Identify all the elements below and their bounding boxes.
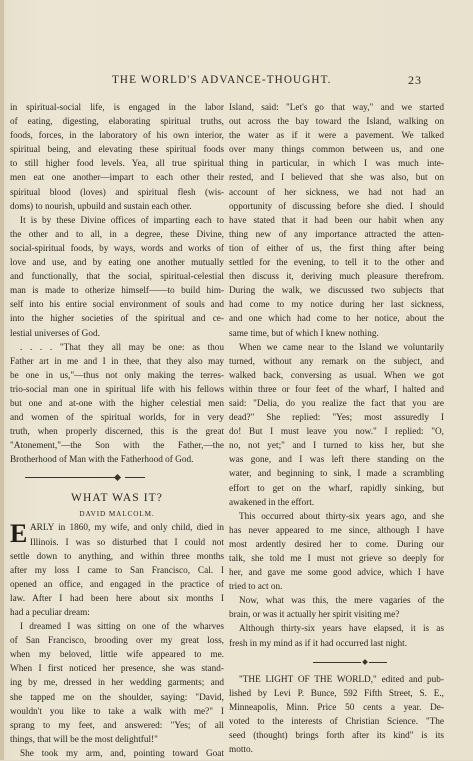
text-line: same time, but of which I knew nothing. bbox=[229, 328, 379, 339]
text-line: Illinois. I was so disturbed that I could not bbox=[30, 537, 224, 548]
text-line: opened an office, and engaged in the practice of bbox=[10, 579, 224, 590]
article-author: DAVID MALCOLM. bbox=[79, 510, 155, 519]
text-line: seed (thought) brings forth after its kind" is its bbox=[229, 731, 444, 742]
text-line: be one in us,"—thus not only making the terres- bbox=[10, 370, 224, 381]
text-line: truth, when properly discerned, this is the great bbox=[10, 427, 224, 438]
text-line: rested, and I believed that she was also, but on bbox=[229, 173, 444, 184]
text-line: had a peculiar dream: bbox=[10, 608, 90, 618]
text-line: voted to the interests of Christian Science. "The bbox=[229, 716, 444, 727]
text-line: then discuss it, deriving much pleasure therefrom. bbox=[229, 272, 444, 283]
text-line: fresh in my mind as if it had occurred last night. bbox=[229, 638, 408, 649]
left-paragraph-6 bbox=[10, 747, 224, 761]
left-paragraph-4 bbox=[10, 521, 224, 620]
text-line: spiritual being, and elevating these spiritual foods bbox=[10, 145, 224, 156]
divider-rule bbox=[313, 662, 361, 663]
text-line: things, that will be the most delightful!" bbox=[10, 734, 158, 745]
text-line: "THE LIGHT OF THE WORLD," edited and pub- bbox=[239, 674, 444, 685]
running-head bbox=[0, 74, 473, 88]
text-line: account of her sickness, we had not had an bbox=[229, 187, 444, 198]
text-line: water, and beginning to sink, I made a scrambling bbox=[229, 469, 444, 480]
text-line: trio-social man one in spiritual life with his fellows bbox=[10, 384, 224, 395]
text-line: within three or four feet of the wharf, I halted and bbox=[229, 384, 444, 395]
right-column bbox=[229, 101, 444, 757]
text-line: Father art in me and I in thee, that they also may bbox=[10, 356, 224, 367]
text-line: had come to my notice during her last sickness, bbox=[229, 300, 444, 311]
right-paragraph-4 bbox=[229, 594, 444, 622]
text-line: but one and at-one with the higher celestial men bbox=[10, 398, 224, 409]
text-line: I dreamed I was sitting on one of the wharves bbox=[20, 622, 224, 633]
text-line: into the higher societies of the spiritual and ce- bbox=[10, 314, 224, 325]
text-line: thing in particular, in which I was much inte- bbox=[229, 159, 444, 170]
text-line: talk, she told me I must not grieve so deeply for bbox=[229, 554, 444, 564]
right-paragraph-5 bbox=[229, 622, 444, 650]
text-line: have stated that it had been our habit when any bbox=[229, 215, 444, 226]
text-line: Although thirty-six years have elapsed, it is as bbox=[239, 624, 444, 635]
text-line: tried to act on. bbox=[229, 582, 283, 593]
left-paragraph-1 bbox=[10, 101, 224, 214]
text-line: lestial universes of God. bbox=[10, 328, 100, 339]
text-line: During the walk, we discussed two subjects that bbox=[229, 286, 444, 297]
text-line: do! But I must leave you now." I replied: "O, bbox=[229, 427, 444, 438]
text-line: sprang to my feet, and answered: "Yes; of all bbox=[10, 720, 224, 731]
text-line: most ardently desired her to come. During our bbox=[229, 539, 444, 550]
text-line: man is made to otherize himself——to build him- bbox=[10, 286, 224, 297]
text-line: and women of the spiritual worlds, for in very bbox=[10, 413, 224, 424]
divider-rule bbox=[25, 477, 115, 478]
text-line: tion of either of us, the first thing after being bbox=[229, 243, 444, 254]
right-paragraph-2 bbox=[229, 341, 444, 510]
text-line: She took my arm, and, pointing toward Goat bbox=[20, 748, 224, 759]
text-line: to still higher food levels. Yea, all true spiritual bbox=[10, 159, 224, 170]
text-line: . . . . "That they all may be one: as thou bbox=[20, 342, 224, 353]
text-line: over many things common between us, and one bbox=[229, 145, 444, 156]
text-line: in spiritual-social life, is engaged in the labor bbox=[10, 103, 224, 113]
text-line: thing new of any importance attracted the atten- bbox=[229, 229, 444, 240]
text-line: of eating, digesting, elaborating spiritual truths, bbox=[10, 117, 224, 128]
right-paragraph-3 bbox=[229, 510, 444, 595]
text-line: brain, or was it actually her spirit visiting me? bbox=[229, 610, 400, 621]
text-line: the other and to all, in a degree, these Divine, bbox=[10, 229, 224, 240]
text-line: opportunity of discussing before she died. I should bbox=[229, 201, 444, 212]
divider-ornament bbox=[114, 474, 121, 481]
text-line: effort to get on the wharf, rapidly sinking, but bbox=[229, 483, 444, 494]
left-column bbox=[10, 101, 224, 761]
text-line: walked back, conversing as usual. When we got bbox=[229, 370, 444, 381]
right-paragraph-1 bbox=[229, 101, 444, 341]
text-line: wouldn't you like to take a walk with me?" I bbox=[10, 706, 224, 717]
text-line: has never appeared to me since, although I have bbox=[229, 525, 444, 536]
left-paragraph-5 bbox=[10, 620, 224, 747]
section-divider bbox=[10, 467, 224, 489]
text-line: social-spiritual foods, by ways, words and works of bbox=[10, 243, 224, 254]
text-line: awakened in the effort. bbox=[229, 497, 315, 508]
article-title: WHAT WAS IT? bbox=[71, 492, 163, 505]
text-line: foods, forces, in the laboratory of his own interior, bbox=[10, 131, 224, 142]
text-line: spiritual blood (loves) and spiritual flesh (wis- bbox=[10, 187, 224, 198]
text-line: When I first noticed her presence, she was stand- bbox=[10, 664, 224, 675]
text-line: out across the bay toward the Island, walking on bbox=[229, 117, 444, 128]
page-spine-shadow bbox=[0, 0, 4, 760]
section-divider bbox=[229, 651, 444, 673]
text-line: settled for the evening, to tell it to the other and bbox=[229, 258, 444, 269]
divider-rule bbox=[369, 662, 387, 663]
text-line: after my loss I came to San Francisco, Cal. I bbox=[10, 565, 224, 576]
text-line: she tapped me on the shoulder, saying: "David, bbox=[10, 692, 224, 703]
text-line: self into his entire social environment of souls and bbox=[10, 300, 224, 311]
text-line: Brotherhood of Man with the Fatherhood of God. bbox=[10, 455, 194, 466]
text-line-body: ARLY in 1860, my wife, and only child, died in bbox=[30, 523, 224, 534]
text-line: men eat one another—impart to each other their bbox=[10, 173, 224, 184]
text-line: when my beloved, little wife appeared to me. bbox=[10, 650, 224, 661]
divider-ornament bbox=[362, 659, 368, 665]
text-line: Minneapolis, Minn. Price 50 cents a year. De- bbox=[229, 702, 444, 713]
text-line: "Atonement,"—the Son with the Father,—the bbox=[10, 441, 224, 452]
left-paragraph-2 bbox=[10, 214, 224, 341]
text-line: ing by me, dressed in her wedding garments; and bbox=[10, 678, 224, 689]
text-line: settle down to anything, and within three months bbox=[10, 551, 224, 562]
text-line: the water as if it were a pavement. We talked bbox=[229, 131, 444, 142]
running-head-title: THE WORLD'S ADVANCE-THOUGHT. bbox=[112, 74, 332, 86]
text-line: no, not yet;" and I turned to kiss her, but she bbox=[229, 441, 444, 452]
text-line: This occurred about thirty-six years ago, and she bbox=[239, 511, 444, 522]
text-line: love and use, and by eating one another mutually bbox=[10, 258, 224, 269]
drop-cap: E bbox=[10, 519, 28, 549]
text-line: was gone, and I was left there standing on the bbox=[229, 455, 444, 466]
text-line: and functionally, that the social, spiritual-celestial bbox=[10, 272, 224, 283]
text-line: Now, what was this, the mere vagaries of the bbox=[239, 596, 444, 607]
text-line: It is by these Divine offices of imparting each to bbox=[20, 215, 224, 226]
text-line: turned, without any remark on the subject, and bbox=[229, 356, 444, 367]
text-line: her, and gave me some good advice, which I have bbox=[229, 568, 444, 579]
text-line: When we came near to the Island we voluntarily bbox=[239, 342, 444, 353]
text-line: of San Francisco, brooding over my great loss, bbox=[10, 636, 224, 647]
text-line: doms) to nourish, upbuild and sustain each other. bbox=[10, 201, 192, 212]
text-line: law. After I had been here about six months I bbox=[10, 593, 224, 604]
text-line: said: "Delia, do you realize the fact that you are bbox=[229, 398, 444, 409]
divider-rule bbox=[125, 477, 145, 478]
text-line: motto. bbox=[229, 745, 253, 756]
text-line: Island, said: "Let's go that way," and we started bbox=[229, 103, 444, 113]
left-paragraph-3 bbox=[10, 341, 224, 468]
right-paragraph-6 bbox=[229, 673, 444, 758]
page-number: 23 bbox=[408, 73, 422, 87]
text-line: and one which had come to her notice, about the bbox=[229, 314, 444, 325]
text-line: lished by Levi P. Bunce, 592 Fifth Street, S. E., bbox=[229, 688, 444, 699]
text-line: dead?" She replied: "Yes; most assuredly I bbox=[229, 413, 444, 424]
